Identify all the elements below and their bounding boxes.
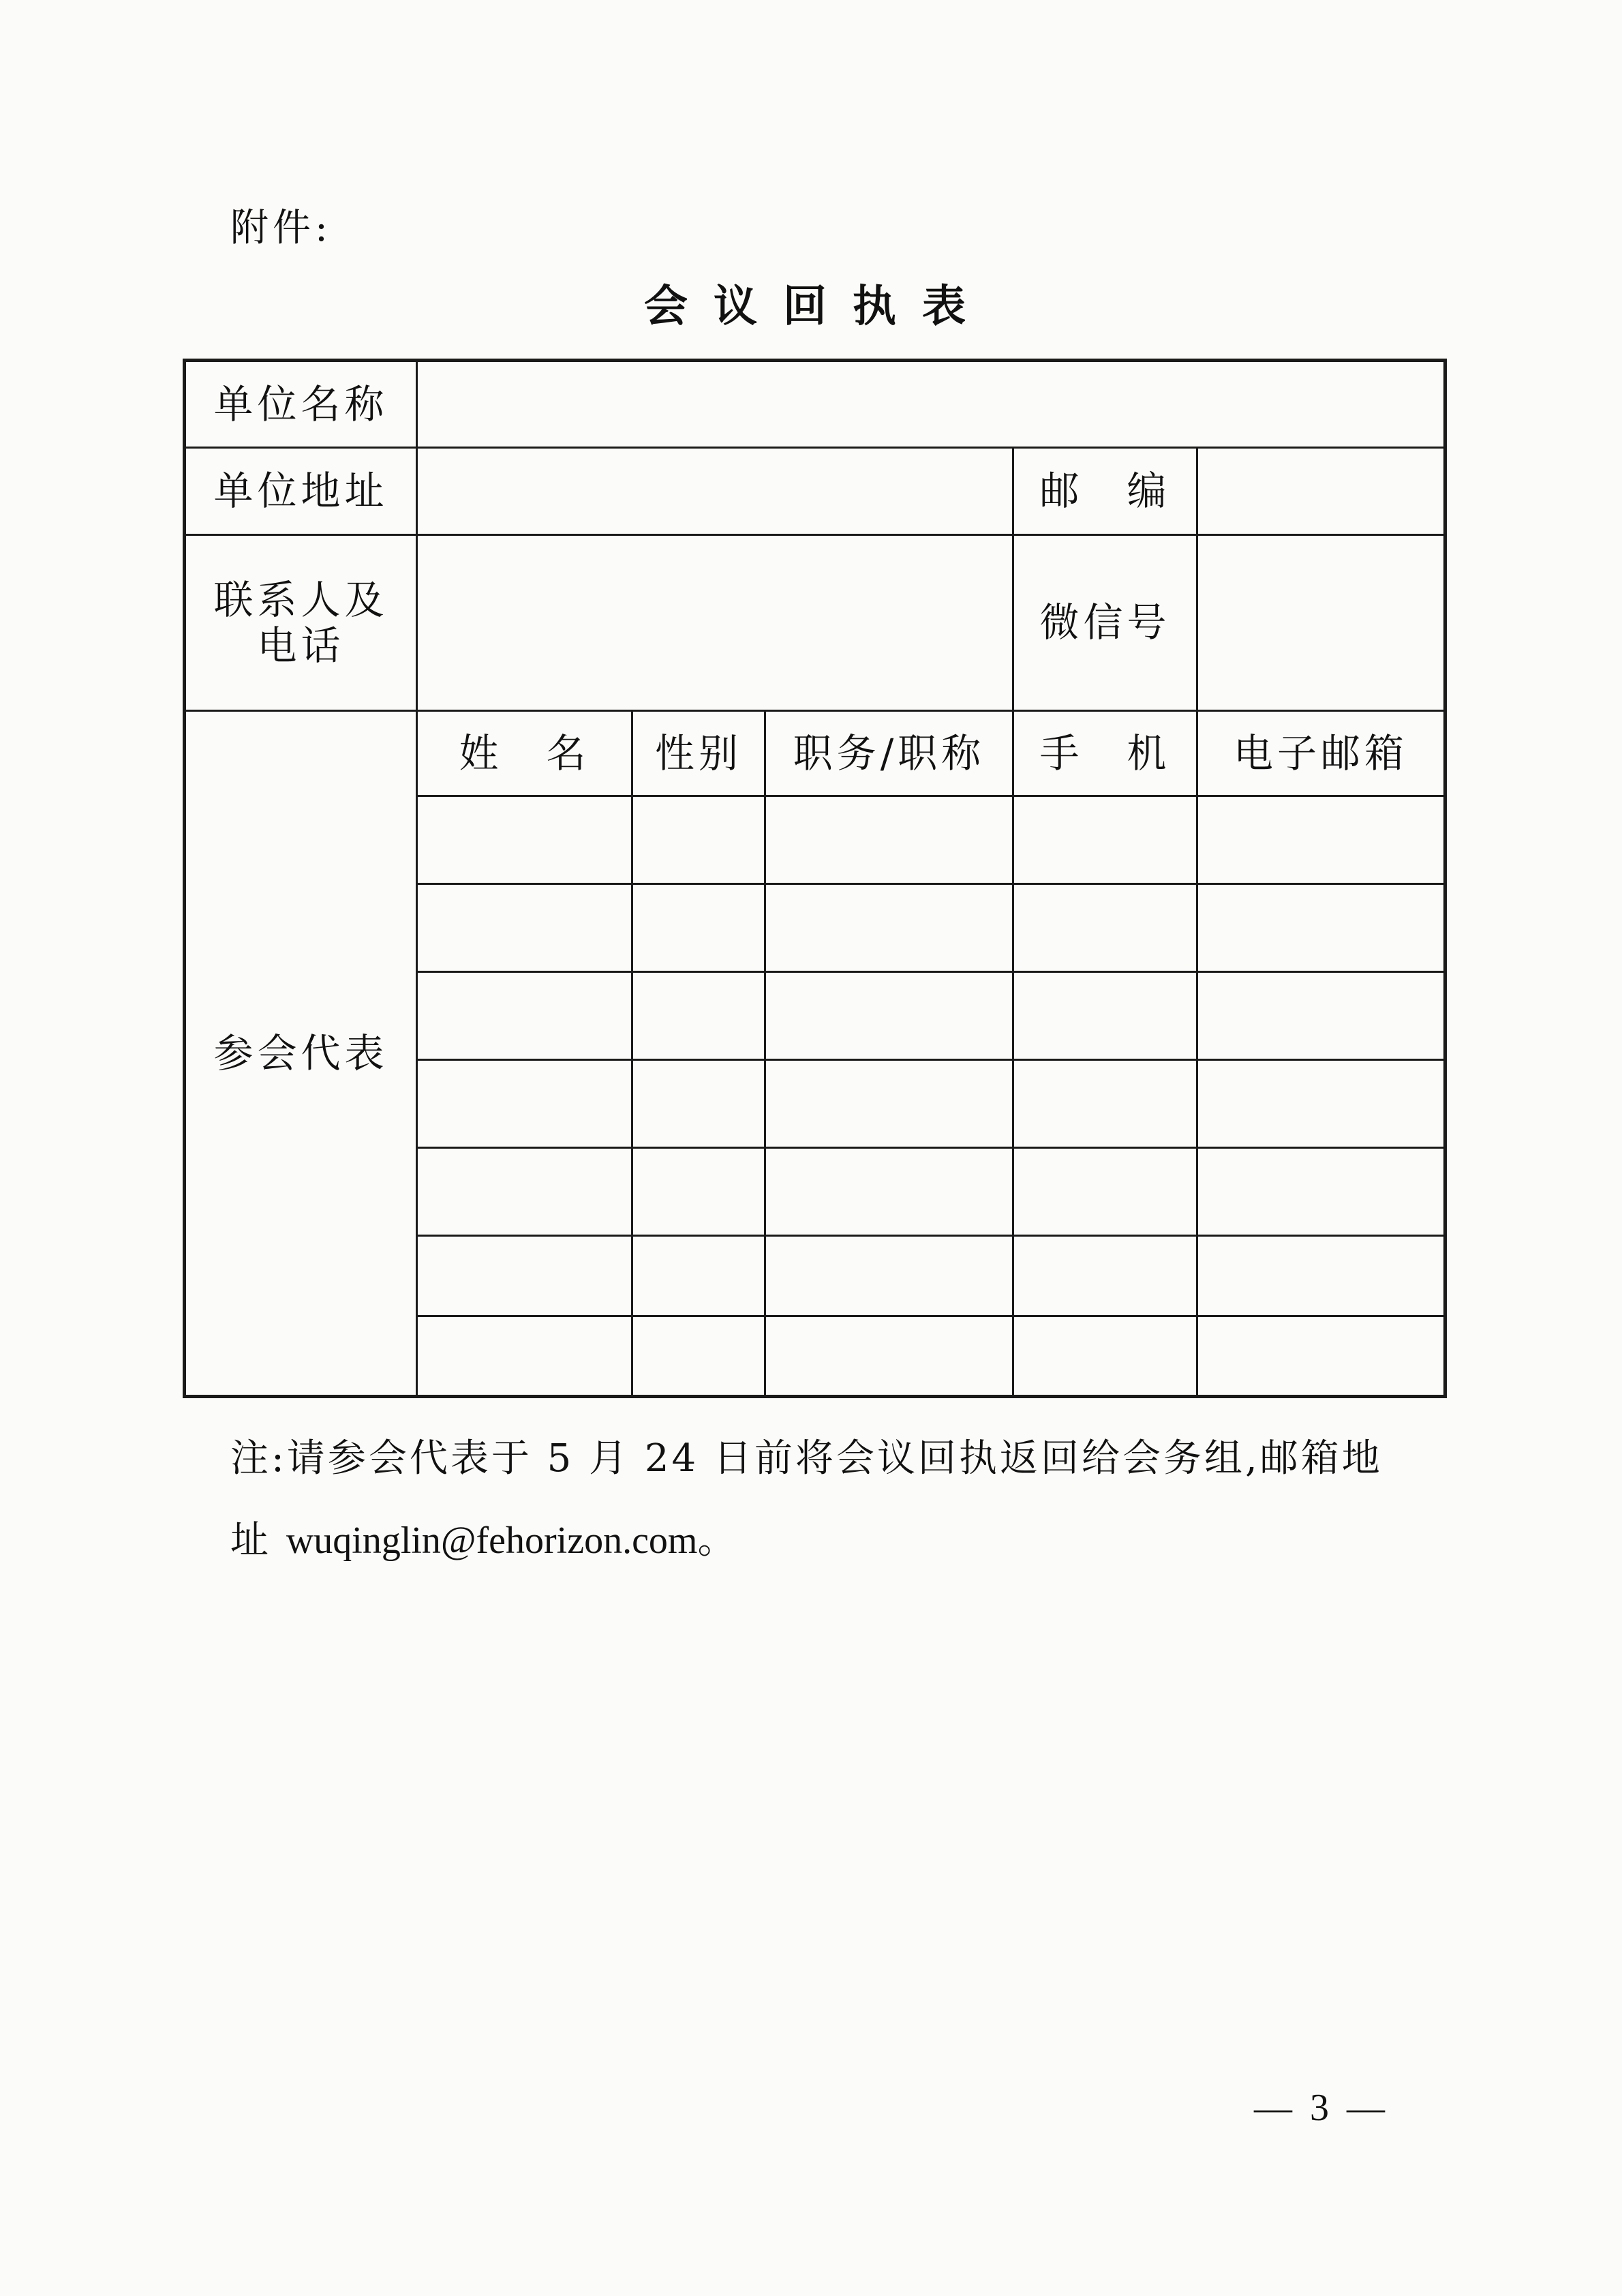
delegates-label: 参会代表 bbox=[185, 711, 417, 1397]
delegate-email-cell[interactable] bbox=[1197, 1148, 1445, 1236]
org-name-label: 单位名称 bbox=[185, 361, 417, 448]
delegate-title-cell[interactable] bbox=[765, 1316, 1013, 1397]
contact-field[interactable] bbox=[417, 535, 1013, 711]
delegate-title-cell[interactable] bbox=[765, 1236, 1013, 1316]
delegate-name-cell[interactable] bbox=[417, 1148, 632, 1236]
delegate-name-cell[interactable] bbox=[417, 972, 632, 1060]
delegate-gender-cell[interactable] bbox=[632, 972, 765, 1060]
delegate-title-cell[interactable] bbox=[765, 796, 1013, 884]
delegate-email-cell[interactable] bbox=[1197, 1316, 1445, 1397]
form-title: 会议回执表 bbox=[644, 281, 992, 332]
delegate-gender-cell[interactable] bbox=[632, 796, 765, 884]
contact-label bbox=[185, 535, 417, 711]
note-suffix: 。 bbox=[697, 1518, 739, 1562]
column-header-title: 职务/职称 bbox=[765, 711, 1013, 796]
submission-note bbox=[230, 1418, 1403, 1582]
delegate-email-cell[interactable] bbox=[1197, 1236, 1445, 1316]
delegate-mobile-cell[interactable] bbox=[1013, 1316, 1197, 1397]
delegate-email-cell[interactable] bbox=[1197, 884, 1445, 972]
column-header-name: 姓 名 bbox=[417, 711, 632, 796]
delegate-title-cell[interactable] bbox=[765, 972, 1013, 1060]
delegate-title-cell[interactable] bbox=[765, 1060, 1013, 1148]
delegate-email-cell[interactable] bbox=[1197, 796, 1445, 884]
delegate-name-cell[interactable] bbox=[417, 1236, 632, 1316]
postcode-field[interactable] bbox=[1197, 448, 1445, 535]
delegate-email-cell[interactable] bbox=[1197, 972, 1445, 1060]
org-address-label: 单位地址 bbox=[185, 448, 417, 535]
delegate-title-cell[interactable] bbox=[765, 884, 1013, 972]
contact-label-line1: 联系人及 bbox=[213, 576, 388, 623]
delegate-name-cell[interactable] bbox=[417, 1060, 632, 1148]
note-text: 注:请参会代表于 5 月 24 日前将会议回执返回给会务组,邮箱地址 bbox=[230, 1436, 1383, 1562]
column-header-email: 电子邮箱 bbox=[1197, 711, 1445, 796]
delegate-name-cell[interactable] bbox=[417, 884, 632, 972]
delegate-mobile-cell[interactable] bbox=[1013, 884, 1197, 972]
delegate-mobile-cell[interactable] bbox=[1013, 796, 1197, 884]
delegate-mobile-cell[interactable] bbox=[1013, 972, 1197, 1060]
delegate-gender-cell[interactable] bbox=[632, 1148, 765, 1236]
delegate-mobile-cell[interactable] bbox=[1013, 1148, 1197, 1236]
column-header-mobile: 手 机 bbox=[1013, 711, 1197, 796]
wechat-field[interactable] bbox=[1197, 535, 1445, 711]
wechat-label: 微信号 bbox=[1013, 535, 1197, 711]
delegate-gender-cell[interactable] bbox=[632, 1236, 765, 1316]
attachment-label: 附件: bbox=[230, 206, 332, 250]
delegate-gender-cell[interactable] bbox=[632, 1316, 765, 1397]
delegate-name-cell[interactable] bbox=[417, 1316, 632, 1397]
page-number: — 3 — bbox=[1254, 2087, 1389, 2129]
org-name-field[interactable] bbox=[417, 361, 1445, 448]
contact-email-link[interactable]: wuqinglin@fehorizon.com bbox=[286, 1520, 698, 1562]
postcode-label: 邮 编 bbox=[1013, 448, 1197, 535]
delegate-gender-cell[interactable] bbox=[632, 884, 765, 972]
org-address-field[interactable] bbox=[417, 448, 1013, 535]
receipt-form-table bbox=[183, 359, 1447, 1398]
delegate-gender-cell[interactable] bbox=[632, 1060, 765, 1148]
contact-label-line2: 电话 bbox=[257, 622, 345, 669]
column-header-gender: 性别 bbox=[632, 711, 765, 796]
delegate-mobile-cell[interactable] bbox=[1013, 1236, 1197, 1316]
delegate-mobile-cell[interactable] bbox=[1013, 1060, 1197, 1148]
delegate-email-cell[interactable] bbox=[1197, 1060, 1445, 1148]
delegate-name-cell[interactable] bbox=[417, 796, 632, 884]
delegate-title-cell[interactable] bbox=[765, 1148, 1013, 1236]
